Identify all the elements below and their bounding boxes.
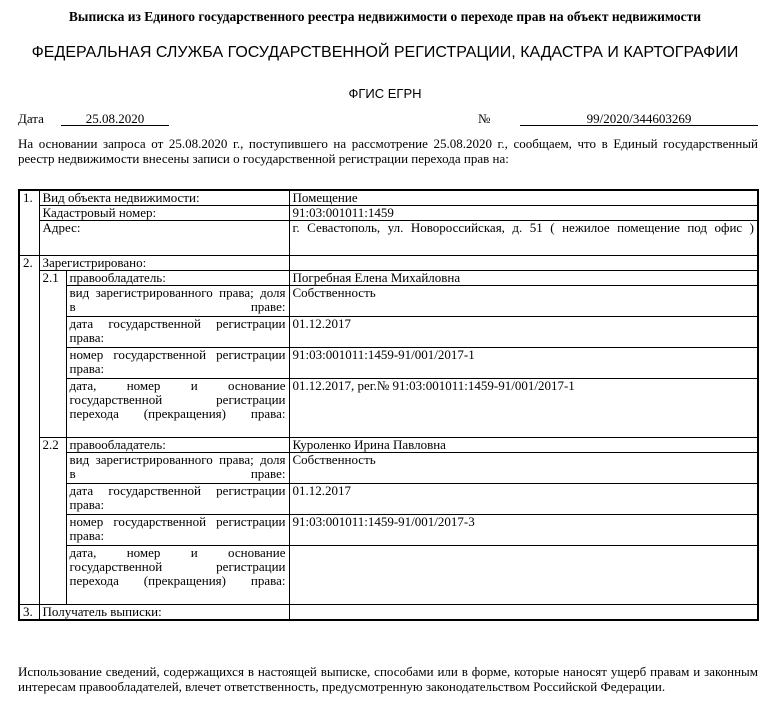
section-number: 1. xyxy=(19,190,39,256)
holder-number: 2.1 xyxy=(39,271,66,438)
table-row xyxy=(19,605,758,621)
cadastral-label: Кадастровый номер: xyxy=(39,206,289,221)
holder-value: Куроленко Ирина Павловна xyxy=(289,438,758,453)
number-value: 99/2020/344603269 xyxy=(520,111,758,126)
table-row xyxy=(19,515,758,546)
section-number: 3. xyxy=(19,605,39,621)
right-type-value: Собственность xyxy=(289,453,758,484)
document-title: Выписка из Единого государственного реестра недвижимости о переходе прав на объект недвижимости xyxy=(68,9,702,24)
date-label: Дата xyxy=(18,111,44,126)
table-row xyxy=(19,286,758,317)
reg-date-label: дата государственной регистрации права: xyxy=(66,317,289,348)
right-type-label: вид зарегистрированного права; доля в праве: xyxy=(66,286,289,317)
table-row xyxy=(19,379,758,438)
number-label: № xyxy=(478,111,491,126)
table-row xyxy=(19,221,758,256)
system-name: ФГИС ЕГРН xyxy=(348,86,422,101)
transfer-label: дата, номер и основание государственной регистрации перехода (прекращения) права: xyxy=(66,546,289,605)
holder-label: правообладатель: xyxy=(66,271,289,286)
date-value: 25.08.2020 xyxy=(61,111,169,126)
reg-date-label: дата государственной регистрации права: xyxy=(66,484,289,515)
table-row xyxy=(19,453,758,484)
reg-number-value: 91:03:001011:1459-91/001/2017-3 xyxy=(289,515,758,546)
reg-number-label: номер государственной регистрации права: xyxy=(66,348,289,379)
table-row xyxy=(19,271,758,286)
transfer-label: дата, номер и основание государственной регистрации перехода (прекращения) права: xyxy=(66,379,289,438)
date-number-line xyxy=(18,111,760,127)
footer-notice: Использование сведений, содержащихся в настоящей выписке, способами или в форме, которые наносят ущерб правам и законным интересам правообладателей, влечет ответственность, предусмотренную законодательством Российской Федерации. xyxy=(18,664,758,694)
registered-label: Зарегистрировано: xyxy=(39,256,289,271)
table-row xyxy=(19,206,758,221)
table-row xyxy=(19,438,758,453)
reg-number-value: 91:03:001011:1459-91/001/2017-1 xyxy=(289,348,758,379)
table-row xyxy=(19,256,758,271)
address-label: Адрес: xyxy=(39,221,289,256)
agency-name: ФЕДЕРАЛЬНАЯ СЛУЖБА ГОСУДАРСТВЕННОЙ РЕГИСТРАЦИИ, КАДАСТРА И КАРТОГРАФИИ xyxy=(31,44,739,61)
table-row xyxy=(19,484,758,515)
holder-label: правообладатель: xyxy=(66,438,289,453)
table-row xyxy=(19,317,758,348)
address-value: г. Севастополь, ул. Новороссийская, д. 51 ( нежилое помещение под офис ) xyxy=(289,221,758,256)
right-type-label: вид зарегистрированного права; доля в праве: xyxy=(66,453,289,484)
object-type-value: Помещение xyxy=(289,190,758,206)
cadastral-value: 91:03:001011:1459 xyxy=(289,206,758,221)
holder-number: 2.2 xyxy=(39,438,66,605)
table-row xyxy=(19,348,758,379)
record-table xyxy=(18,189,759,621)
reg-date-value: 01.12.2017 xyxy=(289,484,758,515)
table-row xyxy=(19,190,758,206)
holder-value: Погребная Елена Михайловна xyxy=(289,271,758,286)
transfer-value: 01.12.2017, рег.№ 91:03:001011:1459-91/001/2017-1 xyxy=(289,379,758,438)
transfer-value xyxy=(289,546,758,605)
reg-number-label: номер государственной регистрации права: xyxy=(66,515,289,546)
object-type-label: Вид объекта недвижимости: xyxy=(39,190,289,206)
recipient-value xyxy=(289,605,758,621)
section-number: 2. xyxy=(19,256,39,605)
table-row xyxy=(19,546,758,605)
reg-date-value: 01.12.2017 xyxy=(289,317,758,348)
intro-paragraph: На основании запроса от 25.08.2020 г., поступившего на рассмотрение 25.08.2020 г., сообщаем, что в Единый государственный реестр недвижимости внесены записи о государственной регистрации перехода прав на: xyxy=(18,136,758,166)
recipient-label: Получатель выписки: xyxy=(39,605,289,621)
right-type-value: Собственность xyxy=(289,286,758,317)
